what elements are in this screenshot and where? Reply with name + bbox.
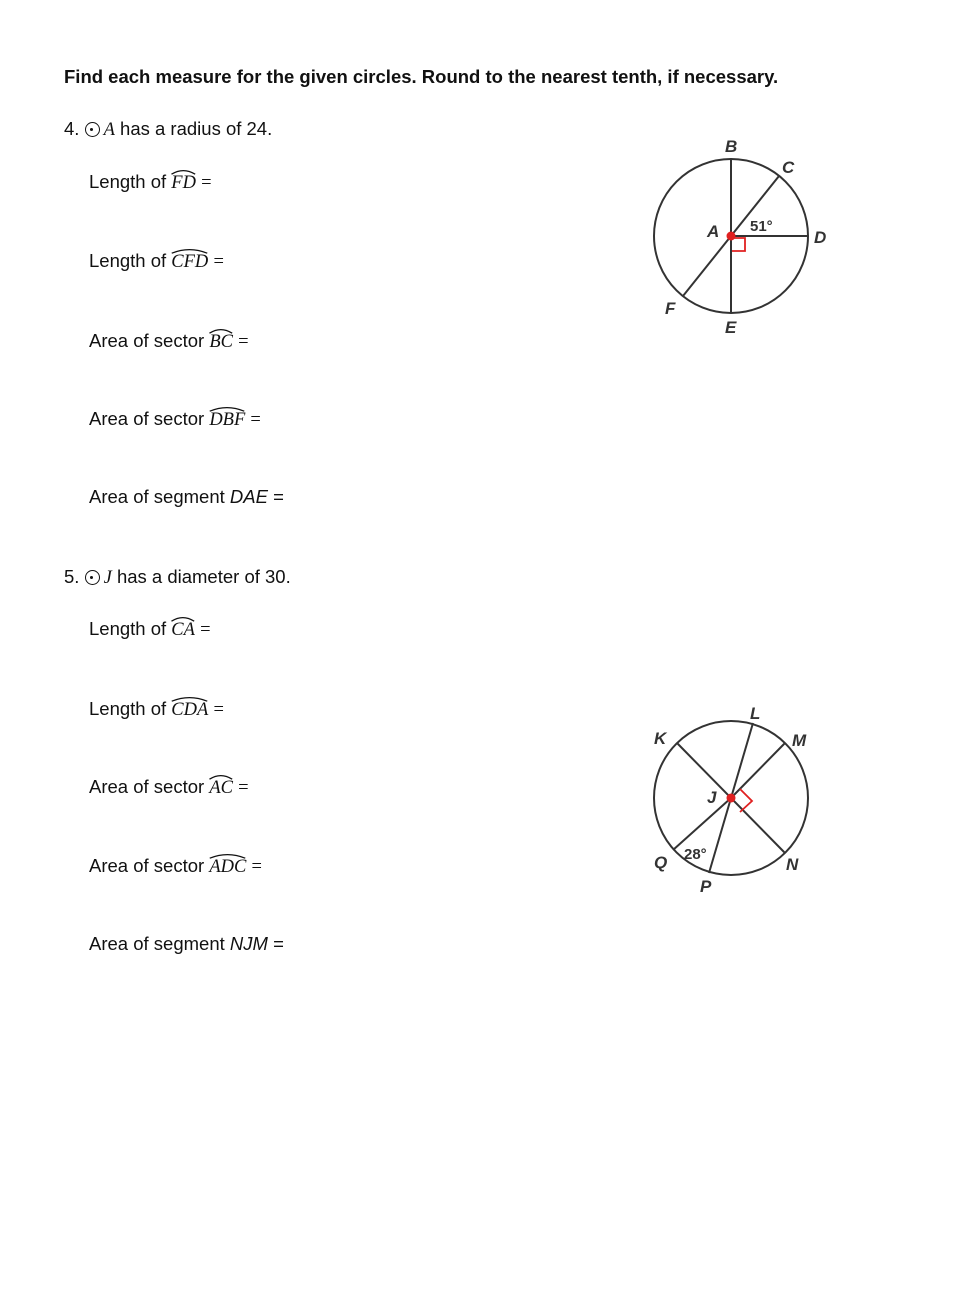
minor-arc-label: FD bbox=[171, 173, 196, 194]
problem-condition: has a diameter of 30. bbox=[116, 566, 291, 587]
minor-arc-label: CA bbox=[171, 620, 195, 641]
problem-5-heading bbox=[64, 566, 291, 589]
equals-sign: = bbox=[251, 857, 262, 877]
point-label-q: Q bbox=[654, 853, 668, 872]
question-length-cfd bbox=[89, 250, 224, 273]
question-area-sector-dbf bbox=[89, 408, 261, 431]
circle-a-diagram bbox=[640, 130, 840, 340]
point-label-m: M bbox=[792, 731, 807, 750]
question-area-segment-njm bbox=[89, 933, 284, 955]
equals-sign: = bbox=[213, 700, 224, 720]
question-prefix: Length of bbox=[89, 171, 167, 192]
point-label-n: N bbox=[786, 855, 799, 874]
angle-label: 51° bbox=[750, 218, 773, 235]
question-prefix: Area of segment bbox=[89, 933, 225, 954]
circle-j-diagram bbox=[640, 695, 830, 905]
point-label-j: J bbox=[707, 788, 717, 807]
question-length-fd bbox=[89, 171, 212, 194]
question-area-segment-dae bbox=[89, 486, 284, 508]
segment-label: NJM bbox=[229, 933, 268, 954]
equals-sign: = bbox=[238, 332, 249, 352]
angle-label: 28° bbox=[684, 846, 707, 863]
point-label-c: C bbox=[782, 158, 795, 177]
point-label-p: P bbox=[700, 877, 712, 896]
question-prefix: Length of bbox=[89, 698, 167, 719]
equals-sign: = bbox=[238, 778, 249, 798]
problem-condition: has a radius of 24. bbox=[120, 118, 273, 139]
major-arc-label: CFD bbox=[171, 252, 208, 273]
point-label-b: B bbox=[725, 137, 738, 156]
problem-number: 4. bbox=[64, 118, 80, 139]
point-label-e: E bbox=[725, 318, 737, 337]
question-length-cda bbox=[89, 698, 224, 721]
equals-sign: = bbox=[273, 933, 284, 954]
question-length-ca bbox=[89, 618, 211, 641]
question-prefix: Area of sector bbox=[89, 330, 205, 351]
center-point bbox=[727, 232, 736, 241]
question-prefix: Area of segment bbox=[89, 486, 225, 507]
question-prefix: Length of bbox=[89, 618, 167, 639]
equals-sign: = bbox=[250, 410, 261, 430]
major-arc-label: DBF bbox=[209, 410, 245, 431]
instructions: Find each measure for the given circles. Round to the nearest tenth, if necessary. bbox=[64, 66, 779, 87]
minor-arc-label: BC bbox=[209, 332, 233, 353]
radius-jq bbox=[673, 798, 731, 850]
major-arc-label: CDA bbox=[171, 700, 208, 721]
right-angle-marker bbox=[732, 238, 745, 251]
question-area-sector-bc bbox=[89, 330, 249, 353]
major-arc-label: ADC bbox=[209, 857, 246, 878]
circle-symbol-icon bbox=[85, 122, 100, 137]
equals-sign: = bbox=[201, 173, 212, 193]
point-label-a: A bbox=[707, 222, 720, 241]
problem-number: 5. bbox=[64, 566, 80, 587]
segment-label: DAE bbox=[229, 486, 268, 507]
question-area-sector-adc bbox=[89, 855, 262, 878]
problem-4-heading bbox=[64, 118, 272, 141]
point-label-f: F bbox=[665, 299, 676, 318]
point-label-l: L bbox=[750, 704, 761, 723]
point-label-d: D bbox=[814, 228, 827, 247]
circle-symbol-icon bbox=[85, 570, 100, 585]
equals-sign: = bbox=[213, 252, 224, 272]
minor-arc-label: AC bbox=[209, 778, 233, 799]
equals-sign: = bbox=[200, 620, 211, 640]
question-prefix: Length of bbox=[89, 250, 167, 271]
question-prefix: Area of sector bbox=[89, 776, 205, 797]
equals-sign: = bbox=[273, 486, 284, 507]
question-area-sector-ac bbox=[89, 776, 249, 799]
center-point bbox=[727, 794, 736, 803]
question-prefix: Area of sector bbox=[89, 855, 205, 876]
point-label-k: K bbox=[654, 729, 667, 748]
question-prefix: Area of sector bbox=[89, 408, 205, 429]
circle-name: A bbox=[103, 120, 115, 140]
circle-name: J bbox=[103, 568, 112, 588]
